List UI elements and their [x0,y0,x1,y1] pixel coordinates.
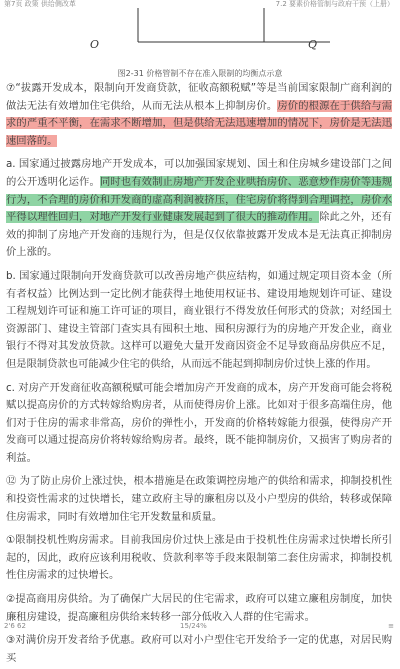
paragraph-2-tail: 除此之外，还有效的抑制了房地产开发商的违规行为，但是仅仅依靠披露开发成本是无法真正抑制房价上涨的。 [6,211,393,259]
footer-left: 2'6 62 [4,622,26,630]
highlight-green: 同时也有效制止房地产开发企业哄抬房价、恶意炒作房价等违规行为，不合理的房价和开发商的虚高利润被挤压，住宅房价将得到合理调控，房价水平得以理性回归，对地产开发行业健康发展起到了很大的推动作用。 [6,175,393,224]
bottom-status-bar [0,621,400,631]
header-right: 7.2 要素价格管制与政府干预（上册） [275,0,394,8]
paragraph-8: ③对满价房开发者给予优惠。政府可以对小户型住宅开发给予一定的优惠，对居民购买 [6,634,392,664]
paragraph-5: ⑫ 为了防止房价上涨过快，根本措施是在政策调控房地产的供给和需求，抑制投机性和投资性需求的过快增长，建立政府主导的廉租房以及小户型房的供给，转移或保障住房需求，同时有效增加住宅开发数量和质量。 [6,475,392,523]
paragraph-3: b. 国家通过限制向开发商贷款可以改善房地产供应结构，如通过规定项目资本金（所有者权益）比例达到一定比例才能获得土地使用权证书、建设用地规划许可证、建设工程规划许可证和施工许可证的项目，商业银行不得发放任何形式的贷款；对经国土资源部门、建设主管部门查实具有囤积土地、囤积房源行为的房地产开发企业，商业银行不得对其发放贷款。这样可以避免大量开发商因资金不足导致商品房供应不足，但是限制贷款也可能减少住宅的供给，从而远不能起到抑制房价过快上涨的作用。 [6,269,392,370]
q-label: Q [308,38,318,51]
paragraph-1-text: ⑦“拔露开发成本，限制向开发商贷款，征收高额税赋”等是当前国家限制广商利润的做法无法有效增加住宅供给，从而无法从根本上抑制房价。 [6,82,392,112]
paragraph-2 [6,156,392,262]
paragraph-6: ①限制投机性购房需求。目前我国房价过快上涨是由于投机性住房需求过快增长所引起的，因此，政府应该利用税收、贷款利率等手段来限制第二套住房需求，抑制投机性住房需求的过快增长。 [6,534,392,582]
origin-label: O [90,38,100,51]
paragraph-1 [6,80,392,150]
paragraph-2-text: a. 国家通过披露房地产开发成本，可以加强国家规划、国土和住房城乡建设部门之间的公开透明化运作。 [6,158,392,188]
header-left: 第7页 政策 供给侧改革 [4,0,76,8]
figure [0,8,400,86]
figure-caption: 图2-31 价格管制不存在准入限制的均衡点示意 [117,69,283,78]
highlight-red: 房价的根源在于供给与需求的严重不平衡，在需求不断增加，但是供给无法迅速增加的情况下，房价是无法迅速回落的。 [6,99,393,147]
top-status-bar [0,0,400,8]
document-body [6,80,392,669]
paragraph-7: ②提高商用房供给。为了确保广大居民的住宅需求，政府可以建立廉租房制度，加快廉租房建设，提高廉租房供给来转移一部分低收入人群的住宅需求。 [6,593,392,623]
menu-icon[interactable]: ≡ [388,622,394,630]
footer-center: 15/24% [180,622,207,630]
paragraph-4: c. 对房产开发商征收高额税赋可能会增加房产开发商的成本，房产开发商可能会将税赋以提高房价的方式转嫁给购房者，从而使得房价上涨。比如对于很多高端住房，他们对于住房的需求非常高，房价的弹性小，开发商的价格转嫁能力很强，使得房产开发商可以通过提高房价将转嫁给购房者。最终，既不能抑制房价，又损害了购房者的利益。 [6,381,392,464]
